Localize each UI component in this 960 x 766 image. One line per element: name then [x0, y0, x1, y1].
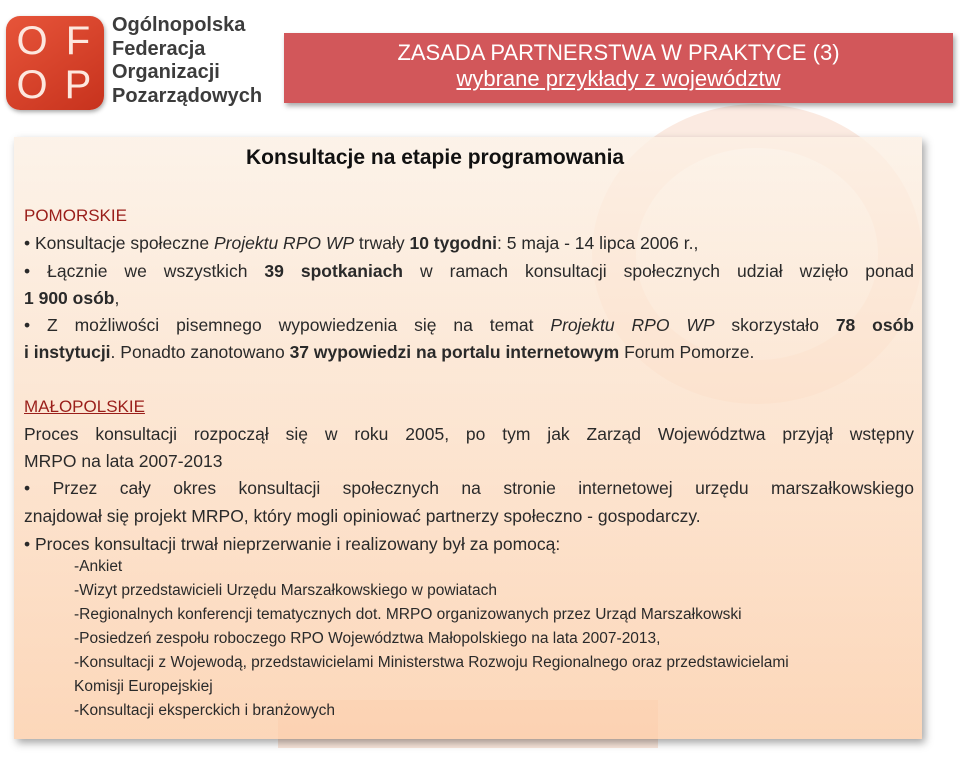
pomorskie-bullet-3: • Z możliwości pisemnego wypowiedzenia się na temat Projektu RPO WP skorzystało 78 osób	[24, 315, 914, 335]
slide-subtitle: wybrane przykłady z województw	[456, 66, 781, 91]
slide-title: ZASADA PARTNERSTWA W PRAKTYCE (3)	[397, 40, 840, 65]
project-name: Projektu RPO WP	[550, 315, 715, 335]
pomorskie-bullet-1: • Konsultacje społeczne Projektu RPO WP trwały 10 tygodni: 5 maja - 14 lipca 2006 r.,	[24, 233, 699, 253]
responses-count: 78 osób	[835, 315, 914, 335]
method-item: -Regionalnych konferencji tematycznych dot. MRPO organizowanych przez Urząd Marszałkowski	[74, 606, 742, 623]
project-name: Projektu RPO WP	[214, 233, 355, 253]
slide-title-banner	[284, 33, 953, 103]
method-item: -Wizyt przedstawicieli Urzędu Marszałkowskiego w powiatach	[74, 582, 497, 599]
logo-line: Organizacji	[112, 61, 220, 83]
text: skorzystało	[714, 315, 836, 335]
text: : 5 maja - 14 lipca 2006 r.,	[497, 233, 699, 253]
method-item: -Posiedzeń zespołu roboczego RPO Województwa Małopolskiego na lata 2007-2013,	[74, 630, 661, 647]
logo-wordmark	[112, 14, 278, 108]
ofop-logo[interactable]	[6, 14, 276, 112]
malopolskie-bullet-1: • Przez cały okres konsultacji społecznych na stronie internetowej urzędu marszałkowskiego	[24, 478, 914, 498]
text: Przez cały okres konsultacji społecznych na stronie internetowej urzędu marszałkowskiego	[52, 478, 914, 498]
logo-line: Ogólnopolska	[112, 14, 246, 36]
method-item: Komisji Europejskiej	[74, 678, 213, 695]
logo-letter: F	[65, 19, 91, 63]
text: Z możliwości pisemnego wypowiedzenia się na temat	[47, 315, 551, 335]
text: w ramach konsultacji społecznych udział wzięło ponad	[403, 261, 914, 281]
content-panel	[14, 137, 922, 739]
pomorskie-bullet-2: • Łącznie we wszystkich 39 spotkaniach w ramach konsultacji społecznych udział wzięło ponad	[24, 261, 914, 281]
method-item: -Konsultacji z Wojewodą, przedstawicielami Ministerstwa Rozwoju Regionalnego oraz przedstawicielami	[74, 654, 789, 671]
portal-responses: 37 wypowiedzi na portalu internetowym	[289, 342, 620, 362]
duration: 10 tygodni	[409, 233, 497, 253]
malopolskie-bullet-2: • Proces konsultacji trwał nieprzerwanie i realizowany był za pomocą:	[24, 534, 561, 554]
participants-count: 1 900 osób	[24, 288, 115, 308]
malopolskie-intro-cont: MRPO na lata 2007-2013	[24, 451, 223, 471]
text: Proces konsultacji trwał nieprzerwanie i realizowany był za pomocą:	[35, 534, 561, 554]
logo-letter: O	[16, 63, 48, 107]
region-label-malopolskie: MAŁOPOLSKIE	[24, 397, 145, 416]
method-item: -Ankiet	[74, 558, 123, 575]
text: trwały	[354, 233, 410, 253]
logo-line: Pozarządowych	[112, 84, 263, 107]
logo-letter: P	[64, 63, 92, 107]
logo-line: Federacja	[112, 37, 206, 60]
pomorskie-bullet-3-cont	[24, 339, 914, 366]
method-item: -Konsultacji eksperckich i branżowych	[74, 702, 336, 719]
text: Łącznie we wszystkich	[47, 261, 265, 281]
text: Konsultacje społeczne	[35, 233, 214, 253]
text: Forum Pomorze.	[619, 342, 755, 362]
meetings-count: 39 spotkaniach	[264, 261, 403, 281]
region-label-pomorskie: POMORSKIE	[24, 206, 127, 225]
logo-letter: O	[16, 19, 48, 63]
malopolskie-bullet-1-cont: znajdował się projekt MRPO, który mogli opiniować partnerzy społeczno - gospodarczy.	[24, 506, 701, 526]
logo-mark	[6, 16, 104, 110]
malopolskie-intro: Proces konsultacji rozpoczął się w roku 2005, po tym jak Zarząd Województwa przyjął wstępny	[24, 424, 914, 444]
section-title: Konsultacje na etapie programowania	[246, 146, 625, 169]
text: i instytucji	[24, 342, 111, 362]
pomorskie-bullet-2-cont	[24, 285, 914, 312]
text: . Ponadto zanotowano	[110, 342, 290, 362]
text: ,	[114, 288, 120, 308]
